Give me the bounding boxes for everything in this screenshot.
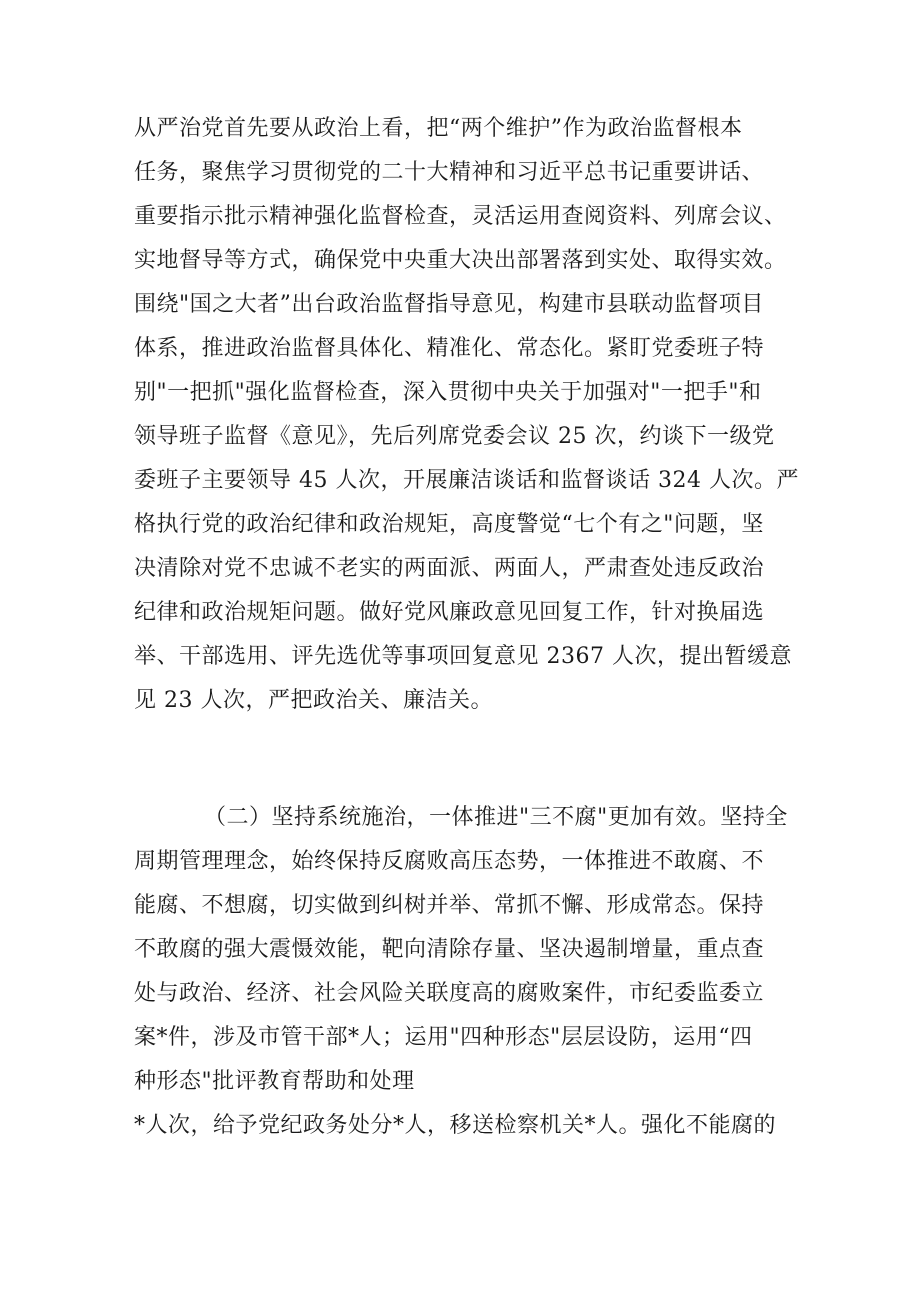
paragraph-line: 领导班子监督《意见》，先后列席党委会议 25 次，约谈下一级党 <box>134 424 775 449</box>
paragraph-line: 纪律和政治规矩问题。做好党风廉政意见回复工作，针对换届选 <box>134 600 765 625</box>
paragraph-line: 格执行党的政治纪律和政治规矩，高度警觉“七个有之"问题，坚 <box>134 512 764 537</box>
paragraph-line: 处与政治、经济、社会风险关联度高的腐败案件，市纪委监委立 <box>134 981 765 1006</box>
paragraph-line: 举、干部选用、评先选优等事项回复意见 2367 人次，提出暂缓意 <box>134 644 792 669</box>
paragraph-line: 实地督导等方式，确保党中央重大决出部署落到实处、取得实效。 <box>134 248 787 273</box>
paragraph-2 <box>134 796 794 1148</box>
paragraph-line: 委班子主要领导 45 人次，开展廉洁谈话和监督谈话 324 人次。严 <box>134 468 799 493</box>
paragraph-line: 案*件，涉及市管干部*人；运用"四种形态"层层设防，运用“四 <box>134 1025 753 1050</box>
paragraph-line: *人次，给予党纪政务处分*人，移送检察机关*人。强化不能腐的 <box>134 1113 777 1138</box>
paragraph-line: 重要指示批示精神强化监督检查，灵活运用查阅资料、列席会议、 <box>134 204 787 229</box>
paragraph-line: 决清除对党不忠诚不老实的两面派、两面人，严肃查处违反政治 <box>134 556 765 581</box>
paragraph-line: 见 23 人次，严把政治关、廉洁关。 <box>134 688 493 713</box>
paragraph-line: 能腐、不想腐，切实做到纠树并举、常抓不懈、形成常态。保持 <box>134 893 765 918</box>
paragraph-line: 种形态"批评教育帮助和处理 <box>134 1069 415 1094</box>
paragraph-line: （二）坚持系统施治，一体推进"三不腐"更加有效。坚持全 <box>204 805 788 830</box>
paragraph-line: 体系，推进政治监督具体化、精准化、常态化。紧盯党委班子特 <box>134 336 765 361</box>
paragraph-line: 从严治党首先要从政治上看，把“两个维护”作为政治监督根本 <box>134 116 743 141</box>
paragraph-1 <box>134 107 799 723</box>
paragraph-line: 别"一把抓"强化监督检查，深入贯彻中央关于加强对"一把手"和 <box>134 380 762 405</box>
paragraph-line: 任务，聚焦学习贯彻党的二十大精神和习近平总书记重要讲话、 <box>134 160 765 185</box>
paragraph-line: 周期管理理念，始终保持反腐败高压态势，一体推进不敢腐、不 <box>134 849 765 874</box>
paragraph-line: 围绕"国之大者”出台政治监督指导意见，构建市县联动监督项目 <box>134 292 764 317</box>
paragraph-line: 不敢腐的强大震慑效能，靶向清除存量、坚决遏制增量，重点查 <box>134 937 765 962</box>
